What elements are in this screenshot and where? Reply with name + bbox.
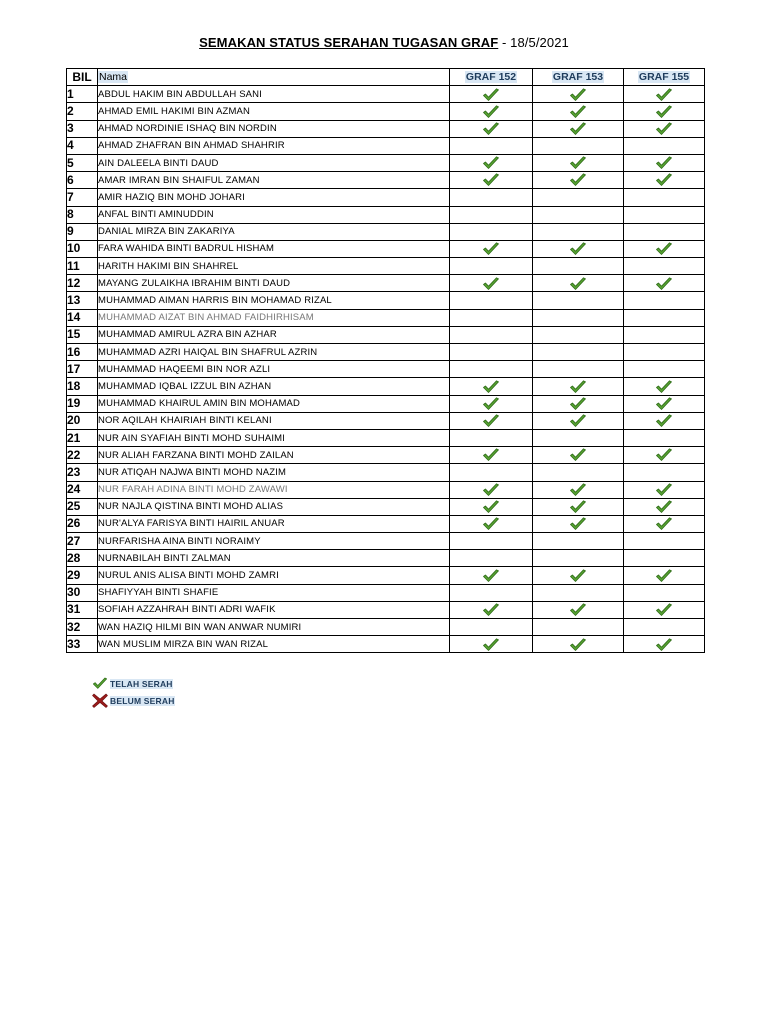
status-cell-graf-3 [624,120,705,137]
row-number: 9 [67,223,98,240]
check-icon [569,569,587,583]
status-cell-graf-1 [450,567,533,584]
status-cell-graf-1 [450,498,533,515]
status-cell-graf-1 [450,395,533,412]
status-cell-graf-3 [624,258,705,275]
student-name: AHMAD NORDINIE ISHAQ BIN NORDIN [98,120,450,137]
header-graf-153 [533,69,624,86]
check-icon [569,638,587,652]
row-number: 6 [67,172,98,189]
table-row [67,412,705,429]
status-cell-graf-3 [624,636,705,653]
row-number: 2 [67,103,98,120]
status-cell-graf-1 [450,206,533,223]
row-number: 31 [67,601,98,618]
student-name: HARITH HAKIMI BIN SHAHREL [98,258,450,275]
row-number: 17 [67,361,98,378]
check-icon [482,517,500,531]
status-cell-graf-3 [624,103,705,120]
status-cell-graf-2 [533,326,624,343]
student-name: NUR FARAH ADINA BINTI MOHD ZAWAWI [98,481,450,498]
table-row [67,584,705,601]
status-cell-graf-1 [450,464,533,481]
check-icon [482,500,500,514]
student-name: AMAR IMRAN BIN SHAIFUL ZAMAN [98,172,450,189]
check-icon [569,448,587,462]
cross-icon [92,693,108,708]
status-cell-graf-2 [533,172,624,189]
status-cell-graf-3 [624,550,705,567]
status-cell-graf-2 [533,636,624,653]
status-cell-graf-3 [624,395,705,412]
status-cell-graf-1 [450,292,533,309]
student-name: NUR NAJLA QISTINA BINTI MOHD ALIAS [98,498,450,515]
row-number: 27 [67,533,98,550]
student-name: NUR'ALYA FARISYA BINTI HAIRIL ANUAR [98,515,450,532]
status-cell-graf-1 [450,154,533,171]
check-icon [569,242,587,256]
status-cell-graf-2 [533,86,624,103]
status-cell-graf-3 [624,429,705,446]
student-name: MUHAMMAD AIMAN HARRIS BIN MOHAMAD RIZAL [98,292,450,309]
table-row [67,550,705,567]
row-number: 29 [67,567,98,584]
status-cell-graf-2 [533,240,624,257]
title-text: SEMAKAN STATUS SERAHAN TUGASAN GRAF [199,35,499,50]
status-cell-graf-3 [624,619,705,636]
status-cell-graf-2 [533,584,624,601]
check-icon [569,88,587,102]
check-icon [655,638,673,652]
status-cell-graf-3 [624,326,705,343]
check-icon [569,517,587,531]
status-cell-graf-2 [533,223,624,240]
check-icon [482,242,500,256]
row-number: 33 [67,636,98,653]
table-row [67,636,705,653]
student-name: MUHAMMAD HAQEEMI BIN NOR AZLI [98,361,450,378]
check-icon [482,277,500,291]
student-name: NURFARISHA AINA BINTI NORAIMY [98,533,450,550]
status-cell-graf-2 [533,395,624,412]
status-cell-graf-1 [450,86,533,103]
student-name: ANFAL BINTI AMINUDDIN [98,206,450,223]
status-cell-graf-1 [450,223,533,240]
student-name: WAN MUSLIM MIRZA BIN WAN RIZAL [98,636,450,653]
student-name: MUHAMMAD AZRI HAIQAL BIN SHAFRUL AZRIN [98,344,450,361]
check-icon [482,88,500,102]
check-icon [655,277,673,291]
student-name: NUR ALIAH FARZANA BINTI MOHD ZAILAN [98,447,450,464]
status-cell-graf-2 [533,533,624,550]
row-number: 28 [67,550,98,567]
check-icon [655,569,673,583]
student-name: MUHAMMAD AMIRUL AZRA BIN AZHAR [98,326,450,343]
check-icon [655,414,673,428]
status-cell-graf-2 [533,309,624,326]
table-row [67,223,705,240]
check-icon [569,414,587,428]
status-cell-graf-1 [450,137,533,154]
row-number: 18 [67,378,98,395]
row-number: 11 [67,258,98,275]
check-icon [482,483,500,497]
check-icon [569,156,587,170]
legend-not-submitted-label: BELUM SERAH [110,695,175,706]
check-icon [655,397,673,411]
status-cell-graf-2 [533,378,624,395]
status-cell-graf-2 [533,498,624,515]
status-cell-graf-1 [450,515,533,532]
status-cell-graf-3 [624,189,705,206]
status-cell-graf-3 [624,567,705,584]
status-cell-graf-1 [450,447,533,464]
status-cell-graf-3 [624,498,705,515]
status-cell-graf-3 [624,309,705,326]
check-icon [482,156,500,170]
check-icon [655,156,673,170]
header-graf-label: GRAF 155 [638,70,690,83]
row-number: 32 [67,619,98,636]
table-row [67,378,705,395]
student-name: SOFIAH AZZAHRAH BINTI ADRI WAFIK [98,601,450,618]
legend-submitted-label: TELAH SERAH [110,678,173,689]
status-cell-graf-2 [533,292,624,309]
row-number: 8 [67,206,98,223]
table-row [67,498,705,515]
table-row [67,326,705,343]
status-cell-graf-1 [450,189,533,206]
student-name: AMIR HAZIQ BIN MOHD JOHARI [98,189,450,206]
student-name: AIN DALEELA BINTI DAUD [98,154,450,171]
status-cell-graf-2 [533,464,624,481]
legend-not-submitted [92,692,175,709]
status-cell-graf-3 [624,172,705,189]
status-cell-graf-1 [450,533,533,550]
status-cell-graf-1 [450,601,533,618]
student-name: ABDUL HAKIM BIN ABDULLAH SANI [98,86,450,103]
status-cell-graf-1 [450,258,533,275]
status-cell-graf-2 [533,481,624,498]
status-cell-graf-2 [533,206,624,223]
status-cell-graf-3 [624,533,705,550]
row-number: 13 [67,292,98,309]
table-row [67,567,705,584]
status-cell-graf-3 [624,515,705,532]
check-icon [655,173,673,187]
table-row [67,240,705,257]
status-cell-graf-3 [624,275,705,292]
row-number: 12 [67,275,98,292]
student-name: NURUL ANIS ALISA BINTI MOHD ZAMRI [98,567,450,584]
status-cell-graf-1 [450,240,533,257]
status-cell-graf-1 [450,378,533,395]
status-cell-graf-1 [450,429,533,446]
student-name: MUHAMMAD KHAIRUL AMIN BIN MOHAMAD [98,395,450,412]
check-icon [569,603,587,617]
table-row [67,515,705,532]
status-cell-graf-2 [533,429,624,446]
table-row [67,533,705,550]
status-cell-graf-3 [624,86,705,103]
status-cell-graf-1 [450,120,533,137]
check-icon [482,380,500,394]
check-icon [482,603,500,617]
row-number: 1 [67,86,98,103]
status-cell-graf-3 [624,601,705,618]
table-row [67,206,705,223]
row-number: 10 [67,240,98,257]
status-cell-graf-2 [533,137,624,154]
check-icon [482,638,500,652]
status-cell-graf-3 [624,137,705,154]
student-name: MUHAMMAD AIZAT BIN AHMAD FAIDHIRHISAM [98,309,450,326]
status-cell-graf-3 [624,206,705,223]
check-icon [655,380,673,394]
table-row [67,292,705,309]
status-cell-graf-3 [624,464,705,481]
row-number: 30 [67,584,98,601]
table-row [67,258,705,275]
status-cell-graf-2 [533,344,624,361]
table-row [67,464,705,481]
check-icon [655,500,673,514]
table-row [67,189,705,206]
student-name: FARA WAHIDA BINTI BADRUL HISHAM [98,240,450,257]
student-name: NUR ATIQAH NAJWA BINTI MOHD NAZIM [98,464,450,481]
row-number: 23 [67,464,98,481]
status-cell-graf-3 [624,447,705,464]
row-number: 25 [67,498,98,515]
status-cell-graf-1 [450,275,533,292]
status-cell-graf-3 [624,223,705,240]
status-cell-graf-2 [533,619,624,636]
row-number: 3 [67,120,98,137]
student-name: NOR AQILAH KHAIRIAH BINTI KELANI [98,412,450,429]
header-graf-155 [624,69,705,86]
check-icon [482,122,500,136]
row-number: 21 [67,429,98,446]
status-cell-graf-3 [624,481,705,498]
student-name: NURNABILAH BINTI ZALMAN [98,550,450,567]
table-row [67,86,705,103]
status-cell-graf-2 [533,103,624,120]
status-cell-graf-3 [624,361,705,378]
row-number: 7 [67,189,98,206]
student-name: SHAFIYYAH BINTI SHAFIE [98,584,450,601]
table-row [67,172,705,189]
status-cell-graf-3 [624,584,705,601]
check-icon [655,603,673,617]
header-graf-label: GRAF 153 [552,70,604,83]
title-date: - 18/5/2021 [501,35,569,50]
status-cell-graf-1 [450,172,533,189]
table-row [67,481,705,498]
status-cell-graf-1 [450,326,533,343]
check-icon [655,517,673,531]
table-row [67,619,705,636]
table-row [67,154,705,171]
check-icon [569,105,587,119]
status-cell-graf-2 [533,120,624,137]
status-cell-graf-3 [624,412,705,429]
status-cell-graf-3 [624,292,705,309]
table-row [67,344,705,361]
student-name: NUR AIN SYAFIAH BINTI MOHD SUHAIMI [98,429,450,446]
check-icon [482,105,500,119]
status-cell-graf-2 [533,567,624,584]
table-row [67,103,705,120]
row-number: 4 [67,137,98,154]
check-icon [569,277,587,291]
check-icon [655,242,673,256]
check-icon [569,483,587,497]
status-cell-graf-3 [624,240,705,257]
status-cell-graf-1 [450,361,533,378]
header-name [98,69,450,86]
row-number: 16 [67,344,98,361]
table-row [67,120,705,137]
student-name: AHMAD ZHAFRAN BIN AHMAD SHAHRIR [98,137,450,154]
submission-table [66,68,705,653]
student-name: WAN HAZIQ HILMI BIN WAN ANWAR NUMIRI [98,619,450,636]
row-number: 19 [67,395,98,412]
legend-submitted [92,675,175,692]
check-icon [482,397,500,411]
header-bil: BIL [67,69,98,86]
table-row [67,447,705,464]
row-number: 15 [67,326,98,343]
status-cell-graf-1 [450,550,533,567]
table-row [67,275,705,292]
status-cell-graf-1 [450,636,533,653]
check-icon [482,569,500,583]
check-icon [655,483,673,497]
status-cell-graf-1 [450,412,533,429]
check-icon [569,380,587,394]
check-icon [569,397,587,411]
check-icon [569,173,587,187]
status-cell-graf-2 [533,412,624,429]
status-cell-graf-1 [450,103,533,120]
header-name-label: Nama [99,70,128,83]
row-number: 22 [67,447,98,464]
check-icon [569,500,587,514]
status-cell-graf-3 [624,344,705,361]
status-cell-graf-2 [533,258,624,275]
student-name: DANIAL MIRZA BIN ZAKARIYA [98,223,450,240]
table-body [67,86,705,653]
check-icon [655,88,673,102]
status-cell-graf-2 [533,154,624,171]
row-number: 20 [67,412,98,429]
status-cell-graf-2 [533,447,624,464]
table-row [67,601,705,618]
table-row [67,395,705,412]
check-icon [482,173,500,187]
status-cell-graf-2 [533,361,624,378]
table-row [67,429,705,446]
status-cell-graf-1 [450,309,533,326]
check-icon [655,448,673,462]
table-row [67,309,705,326]
table-row [67,137,705,154]
document-title [0,35,768,50]
student-name: MUHAMMAD IQBAL IZZUL BIN AZHAN [98,378,450,395]
header-graf-label: GRAF 152 [465,70,517,83]
check-icon [569,122,587,136]
check-icon [92,676,108,691]
status-cell-graf-1 [450,344,533,361]
table-row [67,361,705,378]
student-name: AHMAD EMIL HAKIMI BIN AZMAN [98,103,450,120]
status-cell-graf-2 [533,515,624,532]
legend [92,675,175,709]
row-number: 24 [67,481,98,498]
check-icon [482,414,500,428]
status-cell-graf-1 [450,481,533,498]
header-row [67,69,705,86]
header-graf-152 [450,69,533,86]
status-cell-graf-3 [624,378,705,395]
row-number: 14 [67,309,98,326]
status-cell-graf-2 [533,275,624,292]
status-cell-graf-2 [533,550,624,567]
check-icon [655,105,673,119]
row-number: 26 [67,515,98,532]
check-icon [655,122,673,136]
status-cell-graf-3 [624,154,705,171]
check-icon [482,448,500,462]
row-number: 5 [67,154,98,171]
status-cell-graf-2 [533,189,624,206]
status-cell-graf-2 [533,601,624,618]
status-cell-graf-1 [450,619,533,636]
status-cell-graf-1 [450,584,533,601]
student-name: MAYANG ZULAIKHA IBRAHIM BINTI DAUD [98,275,450,292]
